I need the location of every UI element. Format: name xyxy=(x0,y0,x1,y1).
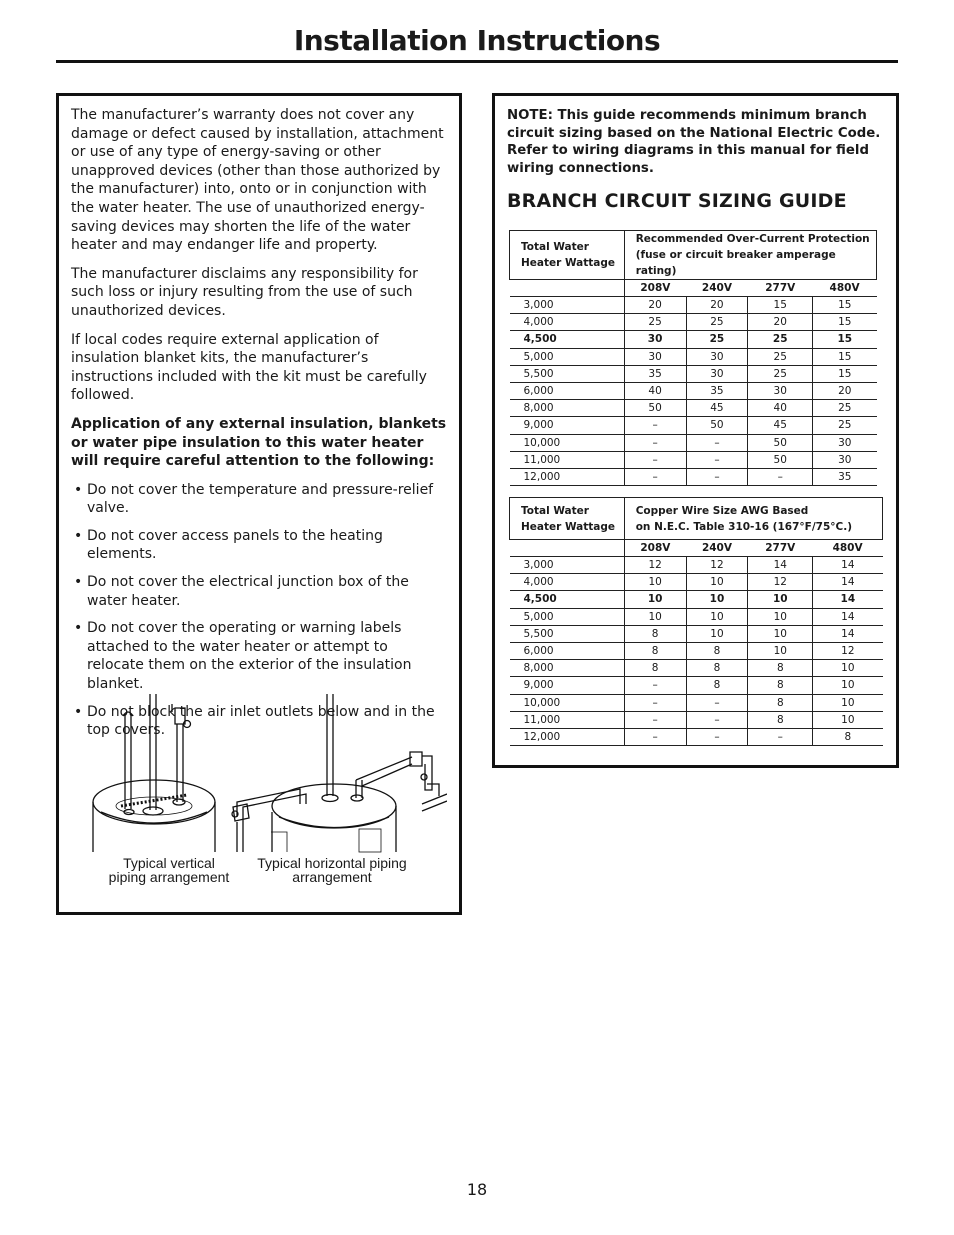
table-row xyxy=(510,434,877,451)
value-cell: 12 xyxy=(624,557,686,574)
nec-note: NOTE: This guide recommends minimum branch circuit sizing based on the National Electric Code. Refer to wiring diagrams in this manual for field wiring connections. xyxy=(507,108,881,176)
voltage-header: 277V xyxy=(748,540,813,557)
value-cell: 35 xyxy=(686,382,748,399)
caption-horizontal xyxy=(227,856,437,884)
bullet-item: • Do not cover access panels to the heating elements. xyxy=(71,527,449,564)
over-current-protection-table xyxy=(509,230,877,486)
voltage-header: 277V xyxy=(748,280,813,297)
table-row xyxy=(510,591,883,608)
value-cell: 14 xyxy=(748,557,813,574)
title-rule xyxy=(56,60,898,63)
wattage-cell: 10,000 xyxy=(510,434,625,451)
value-cell: 15 xyxy=(813,348,877,365)
wire-size-header: Copper Wire Size AWG Based on N.E.C. Table 310-16 (167°F/75°C.) xyxy=(624,498,882,540)
value-cell: 8 xyxy=(624,642,686,659)
value-cell: 25 xyxy=(686,314,748,331)
disclaimer-paragraph: The manufacturer disclaims any responsibility for such loss or injury resulting from the use of such unauthorized devices. xyxy=(71,265,418,319)
table-row xyxy=(510,728,883,745)
value-cell: 25 xyxy=(686,331,748,348)
value-cell: 8 xyxy=(686,677,748,694)
wattage-header: Total Water Heater Wattage xyxy=(510,231,625,280)
table-row xyxy=(510,297,877,314)
wattage-cell: 3,000 xyxy=(510,297,625,314)
value-cell: 12 xyxy=(686,557,748,574)
value-cell: 10 xyxy=(748,625,813,642)
value-cell: 30 xyxy=(624,331,686,348)
value-cell: 50 xyxy=(748,451,813,468)
caption-horizontal-line1: Typical horizontal piping xyxy=(257,855,407,871)
value-cell: 10 xyxy=(813,694,883,711)
value-cell: – xyxy=(686,434,748,451)
value-cell: 8 xyxy=(748,660,813,677)
wattage-cell: 11,000 xyxy=(510,451,625,468)
table-row xyxy=(510,574,883,591)
value-cell: 10 xyxy=(813,677,883,694)
value-cell: 14 xyxy=(813,608,883,625)
warranty-paragraph: The manufacturer’s warranty does not cover any damage or defect caused by installation, attachment or use of any type of energy-saving or other unapproved devices (other than those authorized by the manufacturer) into, onto or in conjunction with the water heater. The use of unauthorized energy-saving devices may shorten the life of the water heater and may endanger life and property. xyxy=(71,107,444,254)
wattage-cell: 4,000 xyxy=(510,314,625,331)
value-cell: 8 xyxy=(686,642,748,659)
table-row xyxy=(510,417,877,434)
value-cell: 30 xyxy=(748,382,813,399)
value-cell: 8 xyxy=(748,711,813,728)
value-cell: – xyxy=(686,451,748,468)
caption-horizontal-line2: arrangement xyxy=(292,869,372,885)
value-cell: 15 xyxy=(813,297,877,314)
value-cell: – xyxy=(686,694,748,711)
wattage-cell: 8,000 xyxy=(510,400,625,417)
warranty-insulation-box xyxy=(56,93,462,915)
table-row xyxy=(510,365,877,382)
wattage-cell: 5,000 xyxy=(510,348,625,365)
voltage-header: 240V xyxy=(686,540,748,557)
caption-vertical-line2: piping arrangement xyxy=(108,869,230,885)
wattage-cell: 5,000 xyxy=(510,608,625,625)
table-row xyxy=(510,694,883,711)
voltage-header: 208V xyxy=(624,280,686,297)
value-cell: 30 xyxy=(624,348,686,365)
value-cell: 30 xyxy=(686,348,748,365)
value-cell: – xyxy=(624,451,686,468)
guide-title: BRANCH CIRCUIT SIZING GUIDE xyxy=(507,190,847,212)
table-row xyxy=(510,400,877,417)
value-cell: 10 xyxy=(813,711,883,728)
wattage-header: Total Water Heater Wattage xyxy=(510,498,625,540)
value-cell: 10 xyxy=(686,625,748,642)
value-cell: 14 xyxy=(813,574,883,591)
value-cell: 15 xyxy=(813,314,877,331)
value-cell: 20 xyxy=(748,314,813,331)
wattage-cell: 6,000 xyxy=(510,382,625,399)
value-cell: – xyxy=(748,728,813,745)
page-number: 18 xyxy=(466,1180,488,1199)
value-cell: 12 xyxy=(813,642,883,659)
value-cell: 10 xyxy=(686,574,748,591)
wattage-cell: 12,000 xyxy=(510,728,625,745)
table-header-row xyxy=(510,231,877,280)
table-row xyxy=(510,677,883,694)
bullet-item: • Do not cover the electrical junction box of the water heater. xyxy=(71,573,449,610)
table-row xyxy=(510,625,883,642)
table-row xyxy=(510,331,877,348)
wattage-cell: 8,000 xyxy=(510,660,625,677)
value-cell: 30 xyxy=(813,451,877,468)
value-cell: 45 xyxy=(748,417,813,434)
table-row xyxy=(510,557,883,574)
table-row xyxy=(510,348,877,365)
bullet-item: • Do not cover the operating or warning labels attached to the water heater or attempt to relocate them on the exterior of the insulation blanket. xyxy=(71,619,449,693)
value-cell: – xyxy=(748,468,813,485)
value-cell: 10 xyxy=(813,660,883,677)
value-cell: 50 xyxy=(624,400,686,417)
value-cell: 35 xyxy=(624,365,686,382)
value-cell: 14 xyxy=(813,591,883,608)
wattage-cell: 11,000 xyxy=(510,711,625,728)
value-cell: 14 xyxy=(813,557,883,574)
wattage-cell: 3,000 xyxy=(510,557,625,574)
voltage-header-row xyxy=(510,280,877,297)
value-cell: 8 xyxy=(748,677,813,694)
value-cell: 50 xyxy=(686,417,748,434)
wattage-cell: 9,000 xyxy=(510,417,625,434)
table-row xyxy=(510,451,877,468)
value-cell: 25 xyxy=(748,331,813,348)
value-cell: – xyxy=(624,728,686,745)
value-cell: 8 xyxy=(748,694,813,711)
voltage-header: 480V xyxy=(813,280,877,297)
value-cell: 10 xyxy=(624,574,686,591)
value-cell: 25 xyxy=(813,417,877,434)
value-cell: 10 xyxy=(748,608,813,625)
table-row xyxy=(510,711,883,728)
value-cell: 15 xyxy=(813,365,877,382)
value-cell: 8 xyxy=(686,660,748,677)
value-cell: 40 xyxy=(748,400,813,417)
value-cell: – xyxy=(686,468,748,485)
value-cell: 30 xyxy=(813,434,877,451)
bullet-item: • Do not cover the temperature and pressure-relief valve. xyxy=(71,481,449,518)
table-row xyxy=(510,314,877,331)
value-cell: 10 xyxy=(624,608,686,625)
wattage-cell: 9,000 xyxy=(510,677,625,694)
value-cell: 15 xyxy=(813,331,877,348)
value-cell: 45 xyxy=(686,400,748,417)
value-cell: 35 xyxy=(813,468,877,485)
branch-circuit-box xyxy=(492,93,899,768)
value-cell: 50 xyxy=(748,434,813,451)
value-cell: – xyxy=(624,711,686,728)
wattage-cell: 10,000 xyxy=(510,694,625,711)
value-cell: 10 xyxy=(748,642,813,659)
voltage-header: 208V xyxy=(624,540,686,557)
piping-illustration xyxy=(87,694,447,894)
bullet-item: • Do not block the air inlet outlets below and in the top covers. xyxy=(71,703,449,740)
voltage-header-row xyxy=(510,540,883,557)
wattage-cell: 5,500 xyxy=(510,625,625,642)
value-cell: 10 xyxy=(748,591,813,608)
table-row xyxy=(510,660,883,677)
value-cell: 25 xyxy=(748,348,813,365)
value-cell: 30 xyxy=(686,365,748,382)
voltage-header: 240V xyxy=(686,280,748,297)
table-header-row xyxy=(510,498,883,540)
value-cell: – xyxy=(624,694,686,711)
value-cell: 8 xyxy=(624,625,686,642)
value-cell: 10 xyxy=(686,591,748,608)
table-row xyxy=(510,642,883,659)
value-cell: 8 xyxy=(813,728,883,745)
protection-header: Recommended Over-Current Protection (fuse or circuit breaker amperage rating) xyxy=(624,231,876,280)
value-cell: 8 xyxy=(624,660,686,677)
value-cell: 20 xyxy=(686,297,748,314)
page-title: Installation Instructions xyxy=(293,24,661,57)
voltage-header-blank xyxy=(510,540,625,557)
caption-vertical-line1: Typical vertical xyxy=(123,855,215,871)
voltage-header-blank xyxy=(510,280,625,297)
value-cell: – xyxy=(624,677,686,694)
copper-wire-size-table xyxy=(509,497,883,746)
wattage-cell: 5,500 xyxy=(510,365,625,382)
value-cell: 25 xyxy=(624,314,686,331)
local-codes-paragraph: If local codes require external application of insulation blanket kits, the manufacturer’s instructions included with the kit must be carefully followed. xyxy=(71,331,427,404)
value-cell: 15 xyxy=(748,297,813,314)
value-cell: 25 xyxy=(813,400,877,417)
value-cell: – xyxy=(624,468,686,485)
value-cell: 14 xyxy=(813,625,883,642)
value-cell: – xyxy=(624,434,686,451)
value-cell: 20 xyxy=(813,382,877,399)
value-cell: 10 xyxy=(686,608,748,625)
value-cell: 10 xyxy=(624,591,686,608)
voltage-header: 480V xyxy=(813,540,883,557)
wattage-cell: 6,000 xyxy=(510,642,625,659)
value-cell: – xyxy=(686,728,748,745)
wattage-cell: 4,000 xyxy=(510,574,625,591)
value-cell: 40 xyxy=(624,382,686,399)
value-cell: 12 xyxy=(748,574,813,591)
table-row xyxy=(510,382,877,399)
table-row xyxy=(510,468,877,485)
value-cell: 25 xyxy=(748,365,813,382)
table-row xyxy=(510,608,883,625)
value-cell: 20 xyxy=(624,297,686,314)
value-cell: – xyxy=(686,711,748,728)
wattage-cell: 4,500 xyxy=(510,591,625,608)
value-cell: – xyxy=(624,417,686,434)
insulation-warning: Application of any external insulation, blankets or water pipe insulation to this water heater will require careful attention to the following: xyxy=(71,415,447,470)
warranty-text xyxy=(71,106,449,749)
wattage-cell: 12,000 xyxy=(510,468,625,485)
wattage-cell: 4,500 xyxy=(510,331,625,348)
